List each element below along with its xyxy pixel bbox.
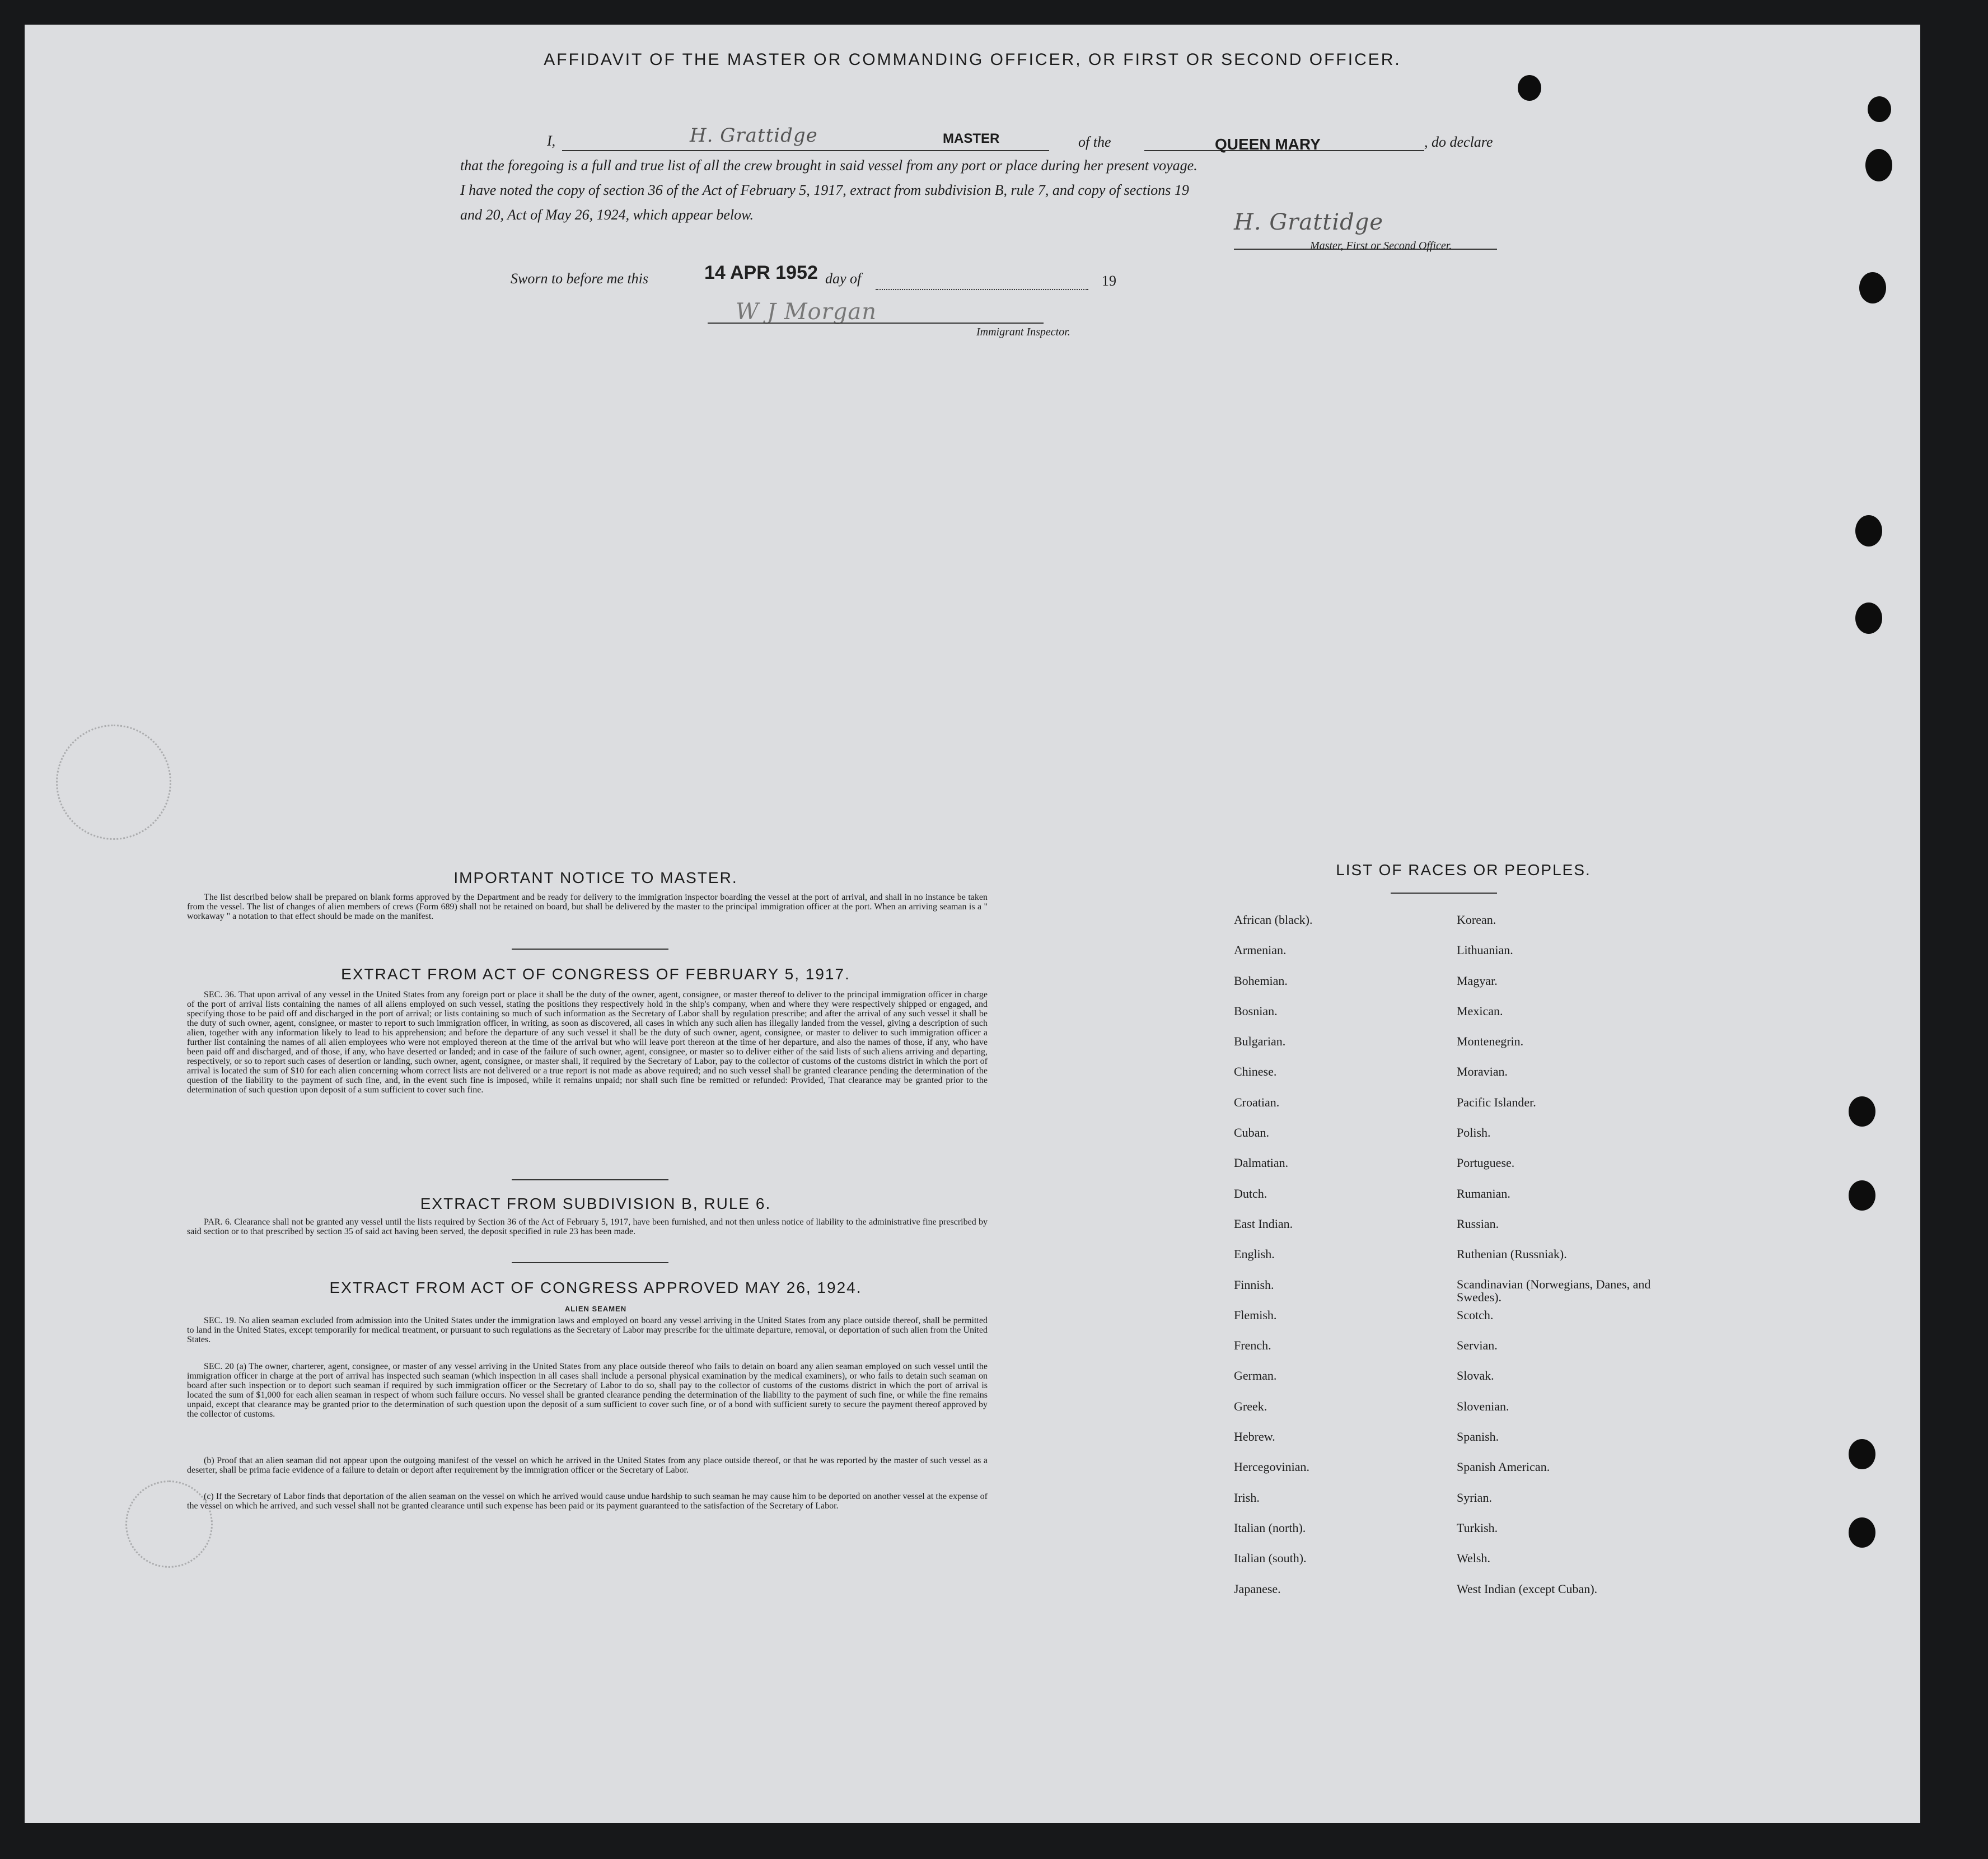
race-item: Italian (south).	[1234, 1551, 1307, 1566]
punch-hole	[1849, 1517, 1875, 1548]
race-item: Montenegrin.	[1457, 1034, 1524, 1049]
year-label: 19	[1102, 273, 1116, 289]
punch-hole	[1855, 602, 1882, 634]
punch-hole	[1865, 149, 1892, 181]
race-item: Scandinavian (Norwegians, Danes, and Swedes).	[1457, 1277, 1651, 1304]
extract-1917-text: SEC. 36. That upon arrival of any vessel in the United States from any foreign port or place it shall be the duty of the owner, agent, consignee, or master thereof to deliver to the principal immigration officer in charge of the port of arrival lists containing the names of all aliens employed on such vessel, stating the positions they respectively hold in the ship's company, when and where they were respectively shipped or engaged, and specifying those to be paid off and discharged in the port of arrival; or lists containing so much of such information as the Secretary of Labor shall by regulation prescribe; and after the arrival of any such vessel it shall be the duty of such owner, agent, consignee, or master to report to such immigration officer, in writing, as soon as discovered, all cases in which any such alien has illegally landed from the vessel, giving a description of such alien, together with any information likely to lead to his apprehension; and before the departure of any such vessel it shall be the duty of such owner, agent, consignee, or master to deliver to such immigration officer a further list containing the names of all alien employees who were not employed thereon at the time of the arrival but who will leave port thereon at the time of her departure, and also the names of those, if any, who have been paid off and discharged, and of those, if any, who have deserted or landed; and in case of the failure of such owner, agent, consignee, or master so to deliver either of the said lists of such aliens arriving and departing, respectively, or so to report such cases of desertion or landing, such owner, agent, consignee, or master shall, if required by the Secretary of Labor, pay to the collector of customs of the customs district in which the port of arrival is located the sum of $10 for each alien concerning whom correct lists are not delivered or a true report is not made as above required; and no such vessel shall be granted clearance pending the determination of the question of the liability to the payment of such fine, and, in the event such fine is imposed, while it remains unpaid; nor shall such fine be remitted or refunded: Provided, That clearance may be granted prior to the determination of such question upon deposit of a sum sufficient to cover such fine.	[187, 990, 988, 1095]
race-item: Slovenian.	[1457, 1399, 1509, 1413]
inspector-signature-line	[708, 323, 1044, 324]
race-item: Chinese.	[1234, 1064, 1277, 1079]
race-item: Finnish.	[1234, 1277, 1274, 1292]
declaration-line-2: that the foregoing is a full and true list of all the crew brought in said vessel from any port or place during her present voyage.	[460, 157, 1198, 174]
race-item: Hercegovinian.	[1234, 1460, 1309, 1474]
section-divider	[512, 1179, 668, 1180]
do-declare-label: , do declare	[1424, 134, 1493, 150]
sec20a-text: SEC. 20 (a) The owner, charterer, agent, consignee, or master of any vessel arriving in the United States from any place outside thereof who fails to detain on board any alien seaman employed on such vessel until the immigration officer in charge at the port of arrival has inspected such seaman (which inspection in all cases shall include a personal physical examination by the medical examiners), or who fails to detain such seaman on board after such inspection or to deport such seaman if required by such immigration officer or the Secretary of Labor to do so, shall pay to the collector of customs of the customs district in which the port of arrival is located the sum of $1,000 for each alien seaman in respect of whom such failure occurs. No vessel shall be granted clearance pending the determination of the liability to the payment of such fine, or while the fine remains unpaid, except that clearance may be granted prior to the determination of such question upon the deposit of a sum sufficient to cover such fine, or of a bond with sufficient surety to secure the payment thereof approved by the collector of customs.	[187, 1362, 988, 1419]
race-item: Turkish.	[1457, 1520, 1498, 1535]
race-item: Syrian.	[1457, 1490, 1492, 1505]
race-item: English.	[1234, 1247, 1275, 1262]
sec19-text: SEC. 19. No alien seaman excluded from admission into the United States under the immigration laws and employed on board any vessel arriving in the United States from any place outside thereof, shall be permitted to land in the United States, except temporarily for medical treatment, or pursuant to such regulations as the Secretary of Labor may prescribe for the ultimate departure, removal, or deportation of such alien from the United States.	[187, 1316, 988, 1344]
inspector-signature: W J Morgan	[736, 299, 877, 325]
race-item: Spanish American.	[1457, 1460, 1550, 1474]
race-item: Croatian.	[1234, 1095, 1280, 1109]
race-item: Korean.	[1457, 913, 1496, 927]
race-item: Greek.	[1234, 1399, 1267, 1413]
master-signature: H. Grattidge	[1234, 209, 1384, 235]
declarant-signature: H. Grattidge	[690, 124, 818, 147]
declaration-line-4: and 20, Act of May 26, 1924, which appear below.	[460, 207, 754, 223]
master-caption: Master, First or Second Officer.	[1310, 240, 1452, 252]
vessel-name: QUEEN MARY	[1215, 136, 1321, 153]
declaration-line-3: I have noted the copy of section 36 of the Act of February 5, 1917, extract from subdivision B, rule 7, and copy of sections 19	[460, 182, 1189, 198]
punch-hole	[1868, 96, 1891, 122]
race-item: Scotch.	[1457, 1307, 1494, 1322]
date-stamp: 14 APR 1952	[704, 262, 818, 283]
punch-hole	[1849, 1439, 1875, 1469]
race-item: Spanish.	[1457, 1430, 1499, 1444]
declarant-label: I,	[547, 133, 556, 149]
race-item: Mexican.	[1457, 1003, 1503, 1018]
rank-stamp: MASTER	[943, 131, 1000, 146]
race-item: Bohemian.	[1234, 973, 1288, 988]
race-item: Portuguese.	[1457, 1156, 1515, 1170]
affidavit-title: AFFIDAVIT OF THE MASTER OR COMMANDING OFFICER, OR FIRST OR SECOND OFFICER.	[544, 50, 1401, 69]
embossed-seal	[56, 725, 171, 840]
race-item: Rumanian.	[1457, 1186, 1510, 1201]
sec20c-text: (c) If the Secretary of Labor finds that deportation of the alien seaman on the vessel on which he arrived would cause undue hardship to such seaman he may cause him to be deported on another vessel at the expense of the vessel on which he arrived, and such vessel shall not be granted clearance until such expense has been paid or its payment guaranteed to the satisfaction of the Secretary of Labor.	[187, 1492, 988, 1511]
race-item: Armenian.	[1234, 943, 1287, 957]
race-item: African (black).	[1234, 913, 1313, 927]
races-heading-underline	[1391, 893, 1497, 894]
of-the-label: of the	[1078, 134, 1111, 150]
race-item: Dutch.	[1234, 1186, 1267, 1201]
race-item: Cuban.	[1234, 1125, 1269, 1140]
race-item: West Indian (except Cuban).	[1457, 1581, 1598, 1596]
day-of-label: day of	[825, 270, 862, 287]
extract-1917-heading: EXTRACT FROM ACT OF CONGRESS OF FEBRUARY 5, 1917.	[341, 965, 850, 983]
notice-heading: IMPORTANT NOTICE TO MASTER.	[453, 869, 738, 886]
document-page	[25, 25, 1920, 1823]
races-heading: LIST OF RACES OR PEOPLES.	[1336, 861, 1591, 879]
inspector-caption: Immigrant Inspector.	[976, 326, 1070, 338]
race-item: Moravian.	[1457, 1064, 1508, 1079]
race-item: German.	[1234, 1368, 1277, 1383]
punch-hole	[1849, 1180, 1875, 1211]
race-item: Japanese.	[1234, 1581, 1281, 1596]
race-item: Bosnian.	[1234, 1003, 1278, 1018]
race-item: Flemish.	[1234, 1307, 1277, 1322]
race-item: Hebrew.	[1234, 1430, 1275, 1444]
sworn-label: Sworn to before me this	[511, 270, 649, 287]
race-item: Irish.	[1234, 1490, 1260, 1505]
punch-hole	[1518, 75, 1541, 101]
race-item: East Indian.	[1234, 1216, 1293, 1231]
race-item: Lithuanian.	[1457, 943, 1513, 957]
section-divider	[512, 1262, 668, 1263]
race-item: French.	[1234, 1338, 1271, 1353]
race-item: Magyar.	[1457, 973, 1498, 988]
month-line	[876, 289, 1088, 290]
section-divider	[512, 949, 668, 950]
rule6-text: PAR. 6. Clearance shall not be granted any vessel until the lists required by Section 36 of the Act of February 5, 1917, have been furnished, and not then unless notice of liability to the administrative fine prescribed by said section or to that prescribed by section 35 of said act having been served, the deposit specified in rule 23 has been made.	[187, 1217, 988, 1236]
punch-hole	[1855, 515, 1882, 547]
race-item: Servian.	[1457, 1338, 1498, 1353]
race-item: Ruthenian (Russniak).	[1457, 1247, 1567, 1262]
race-item: Dalmatian.	[1234, 1156, 1289, 1170]
extract-1924-heading: EXTRACT FROM ACT OF CONGRESS APPROVED MAY 26, 1924.	[329, 1279, 862, 1296]
punch-hole	[1859, 272, 1886, 303]
sec20b-text: (b) Proof that an alien seaman did not appear upon the outgoing manifest of the vessel on which he arrived in the United States from any place outside thereof, or that he was reported by the master of such vessel as a deserter, shall be prima facie evidence of a failure to detain or deport after requirement by the immigration officer or the Secretary of Labor.	[187, 1456, 988, 1475]
punch-hole	[1849, 1096, 1875, 1127]
race-item: Bulgarian.	[1234, 1034, 1286, 1049]
race-item: Polish.	[1457, 1125, 1491, 1140]
declarant-line	[562, 150, 1049, 151]
races-left-column	[1234, 913, 1447, 1612]
races-right-column	[1457, 913, 1692, 1612]
race-item: Welsh.	[1457, 1551, 1490, 1566]
race-item: Slovak.	[1457, 1368, 1494, 1383]
notice-text: The list described below shall be prepared on blank forms approved by the Department and be ready for delivery to the immigration inspector boarding the vessel at the port of arrival, and shall in no instance be taken from the vessel. The list of changes of alien members of crews (Form 689) shall not be retained on board, but shall be delivered by the master to the principal immigration officer at the port. When an arriving seaman is a " workaway " a notation to that effect should be made on the manifest.	[187, 893, 988, 921]
rule6-heading: EXTRACT FROM SUBDIVISION B, RULE 6.	[420, 1195, 771, 1212]
race-item: Pacific Islander.	[1457, 1095, 1536, 1109]
extract-1924-subheading: ALIEN SEAMEN	[564, 1305, 627, 1313]
race-item: Russian.	[1457, 1216, 1499, 1231]
race-item: Italian (north).	[1234, 1520, 1306, 1535]
